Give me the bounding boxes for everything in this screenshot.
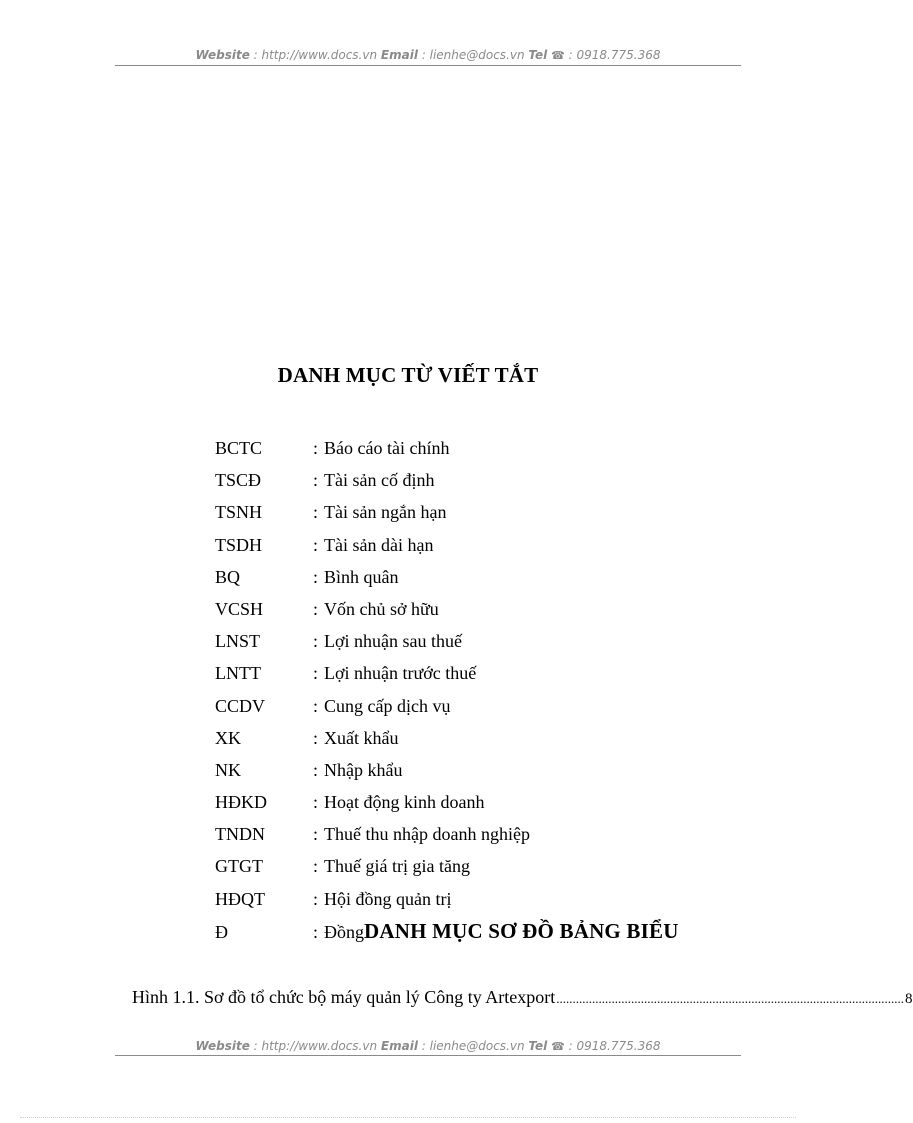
footer-website-label: Website [195,1039,250,1053]
toc-leader-dots: ........................................................................................................... [556,991,904,1006]
toc-entry-text: Hình 1.1. Sơ đồ tổ chức bộ máy quản lý Công ty Artexport [132,987,556,1007]
footer-tel-label: Tel [528,1039,548,1053]
header-email-value: : lienhe@docs.vn [417,48,529,62]
abbreviation-meaning: Lợi nhuận trước thuế [324,663,477,684]
telephone-icon: ☎ [551,49,565,62]
abbreviation-code: HĐKD [215,792,267,813]
abbreviation-meaning: Xuất khẩu [324,727,399,748]
separator: : [313,663,319,684]
abbreviation-row [215,659,679,691]
separator: : [313,438,319,458]
section-heading: DANH MỤC SƠ ĐỒ BẢNG BIỂU [364,918,679,943]
footer-email-value: : lienhe@docs.vn [417,1039,529,1053]
abbreviation-meaning: Hoạt động kinh doanh [324,792,485,813]
abbreviation-code: TSDH [215,534,263,555]
abbreviation-meaning: Bình quân [324,566,399,587]
abbreviation-code: HĐQT [215,888,265,909]
page-title: DANH MỤC TỪ VIẾT TẮT [277,363,539,387]
footer-tel-value: : 0918.775.368 [564,1039,661,1053]
header-website-label: Website [195,48,250,62]
separator: : [313,695,319,716]
separator: : [313,792,319,813]
abbreviation-code: LNST [215,631,260,652]
abbreviation-meaning: Tài sản cố định [324,470,435,491]
abbreviation-meaning: Thuế giá trị gia tăng [324,856,470,877]
abbreviation-code: CCDV [215,695,266,716]
abbreviation-code: TSNH [215,502,263,523]
abbreviation-meaning: Tài sản dài hạn [324,534,434,555]
separator: : [313,598,319,619]
abbreviation-code: Đ [215,921,228,942]
header-tel-label: Tel [528,48,548,62]
abbreviation-code: TSCĐ [215,470,262,491]
footer-email-label: Email [380,1039,418,1053]
footer-website-value: : http://www.docs.vn [249,1039,381,1053]
separator: : [313,759,319,780]
abbreviation-meaning: Hội đồng quản trị [324,888,452,909]
abbreviation-meaning: Tài sản ngắn hạn [324,502,447,523]
separator: : [313,856,319,877]
separator: : [313,727,319,748]
abbreviation-meaning: Báo cáo tài chính [324,438,450,458]
telephone-icon: ☎ [551,1040,565,1053]
separator: : [313,824,319,845]
abbreviation-row [215,627,679,659]
separator: : [313,534,319,555]
footer-rule [115,1055,741,1056]
abbreviation-code: LNTT [215,663,261,684]
separator: : [313,502,319,523]
abbreviation-code: BCTC [215,438,263,458]
abbreviation-meaning: Lợi nhuận sau thuế [324,631,462,652]
abbreviation-code: XK [215,727,241,748]
abbreviation-row [215,788,679,820]
abbreviation-code: GTGT [215,856,263,877]
page-header [115,48,741,62]
separator: : [313,888,319,909]
abbreviation-row [215,820,679,852]
abbreviation-row [215,466,679,498]
abbreviation-list [215,434,679,949]
abbreviation-row [215,756,679,788]
separator: : [313,470,319,491]
abbreviation-row [215,563,679,595]
abbreviation-code: TNDN [215,824,265,845]
abbreviation-row [215,531,679,563]
header-email-label: Email [380,48,418,62]
abbreviation-row [215,434,679,466]
abbreviation-meaning: Cung cấp dịch vụ [324,695,451,716]
abbreviation-meaning: Đồng [324,921,364,942]
separator: : [313,631,319,652]
abbreviation-row [215,885,679,917]
header-website-value: : http://www.docs.vn [249,48,381,62]
page-bottom-divider [20,1117,796,1118]
header-rule [115,65,741,66]
abbreviation-row [215,724,679,756]
abbreviation-row [215,498,679,530]
abbreviation-code: VCSH [215,598,264,619]
toc-page-number: 8 [905,991,913,1007]
abbreviation-meaning: Nhập khẩu [324,759,403,780]
abbreviation-meaning: Vốn chủ sở hữu [324,598,439,619]
page-footer [115,1039,741,1053]
abbreviation-row [215,917,679,949]
abbreviation-row [215,595,679,627]
abbreviation-row [215,852,679,884]
header-tel-value: : 0918.775.368 [564,48,661,62]
toc-entry[interactable] [132,987,913,1008]
separator: : [313,566,319,587]
separator: : [313,921,319,942]
abbreviation-meaning: Thuế thu nhập doanh nghiệp [324,824,530,845]
abbreviation-row [215,692,679,724]
abbreviation-code: NK [215,759,241,780]
abbreviation-code: BQ [215,566,241,587]
